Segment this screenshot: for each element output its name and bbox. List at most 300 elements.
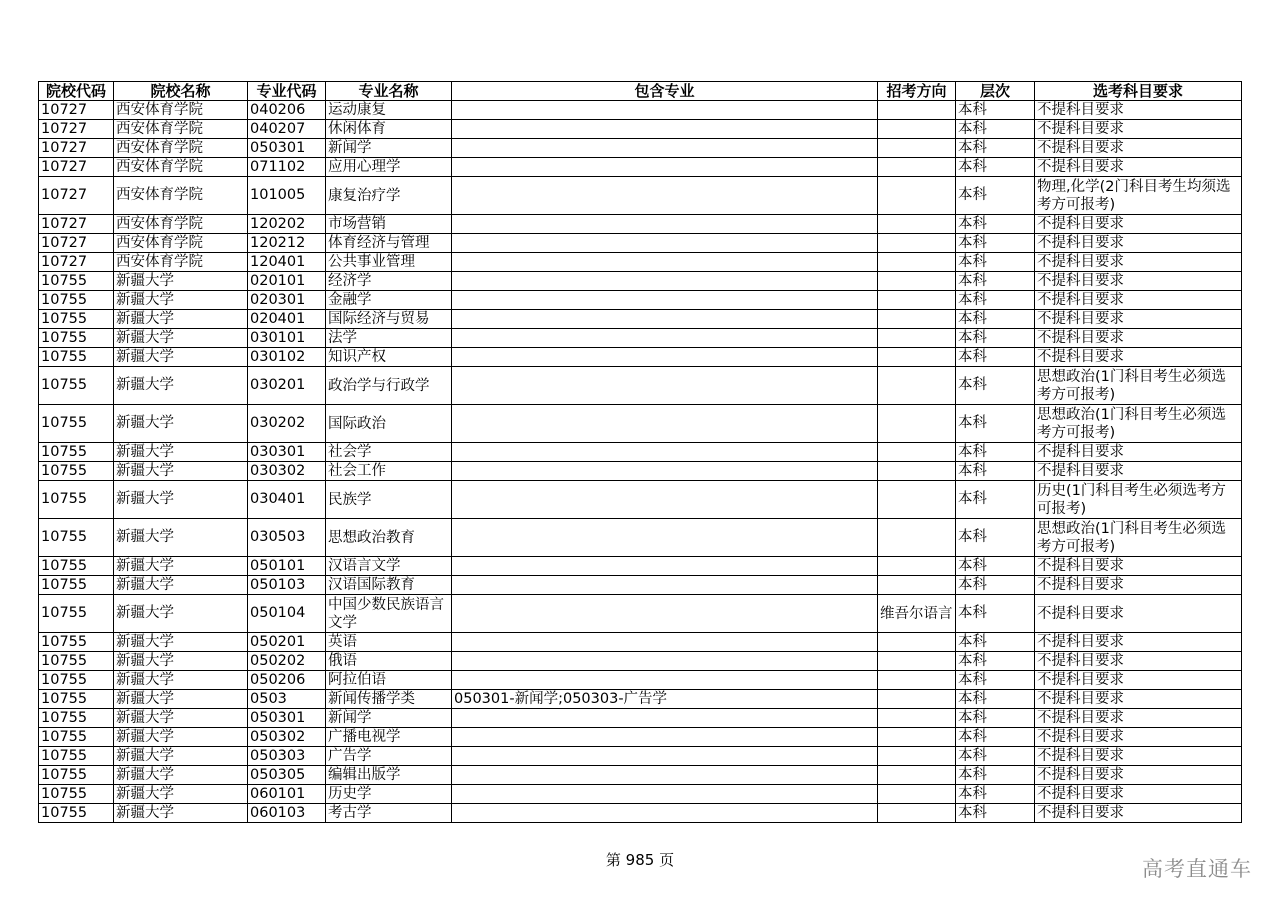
school-name-cell: 新疆大学: [114, 747, 248, 766]
school-name-cell: 西安体育学院: [114, 215, 248, 234]
included-majors-cell: [452, 234, 878, 253]
major-code-cell: 030301: [248, 443, 326, 462]
major-name-cell: 康复治疗学: [326, 177, 452, 215]
direction-cell: [878, 747, 956, 766]
school-name-cell: 西安体育学院: [114, 253, 248, 272]
level-cell: 本科: [956, 177, 1035, 215]
included-majors-cell: [452, 557, 878, 576]
major-name-cell: 新闻学: [326, 139, 452, 158]
subject-requirement-cell: 不提科目要求: [1035, 158, 1242, 177]
direction-cell: [878, 405, 956, 443]
school-code-cell: 10755: [39, 595, 114, 633]
direction-cell: [878, 348, 956, 367]
subject-requirement-cell: 历史(1门科目考生必须选考方可报考): [1035, 481, 1242, 519]
level-cell: 本科: [956, 671, 1035, 690]
included-majors-cell: [452, 747, 878, 766]
school-name-cell: 新疆大学: [114, 595, 248, 633]
direction-cell: [878, 253, 956, 272]
major-name-cell: 公共事业管理: [326, 253, 452, 272]
subject-requirement-cell: 不提科目要求: [1035, 595, 1242, 633]
school-code-cell: 10755: [39, 709, 114, 728]
major-name-cell: 运动康复: [326, 101, 452, 120]
school-name-cell: 新疆大学: [114, 576, 248, 595]
subject-requirement-cell: 不提科目要求: [1035, 291, 1242, 310]
included-majors-cell: [452, 671, 878, 690]
school-code-cell: 10727: [39, 101, 114, 120]
direction-cell: [878, 443, 956, 462]
major-name-cell: 广告学: [326, 747, 452, 766]
included-majors-cell: [452, 766, 878, 785]
direction-cell: [878, 728, 956, 747]
included-majors-cell: 050301-新闻学;050303-广告学: [452, 690, 878, 709]
subject-requirement-cell: 不提科目要求: [1035, 633, 1242, 652]
major-code-cell: 020401: [248, 310, 326, 329]
included-majors-cell: [452, 272, 878, 291]
school-code-cell: 10755: [39, 690, 114, 709]
level-cell: 本科: [956, 785, 1035, 804]
level-cell: 本科: [956, 101, 1035, 120]
major-code-cell: 030302: [248, 462, 326, 481]
school-name-cell: 西安体育学院: [114, 139, 248, 158]
table-row: [39, 367, 1242, 405]
included-majors-cell: [452, 728, 878, 747]
table-row: [39, 405, 1242, 443]
table-row: [39, 671, 1242, 690]
table-row: [39, 348, 1242, 367]
table-row: [39, 785, 1242, 804]
school-code-cell: 10755: [39, 367, 114, 405]
major-code-cell: 050301: [248, 139, 326, 158]
major-name-cell: 社会学: [326, 443, 452, 462]
major-code-cell: 101005: [248, 177, 326, 215]
col-major-name: 专业名称: [326, 82, 452, 101]
level-cell: 本科: [956, 139, 1035, 158]
level-cell: 本科: [956, 462, 1035, 481]
subject-requirement-cell: 不提科目要求: [1035, 728, 1242, 747]
table-row: [39, 158, 1242, 177]
included-majors-cell: [452, 519, 878, 557]
subject-requirement-cell: 不提科目要求: [1035, 272, 1242, 291]
major-name-cell: 广播电视学: [326, 728, 452, 747]
subject-requirement-cell: 思想政治(1门科目考生必须选考方可报考): [1035, 367, 1242, 405]
level-cell: 本科: [956, 519, 1035, 557]
level-cell: 本科: [956, 367, 1035, 405]
included-majors-cell: [452, 709, 878, 728]
major-code-cell: 060103: [248, 804, 326, 823]
direction-cell: [878, 766, 956, 785]
school-name-cell: 新疆大学: [114, 272, 248, 291]
table-row: [39, 652, 1242, 671]
table-row: [39, 519, 1242, 557]
major-name-cell: 考古学: [326, 804, 452, 823]
col-school-name: 院校名称: [114, 82, 248, 101]
direction-cell: [878, 633, 956, 652]
school-code-cell: 10727: [39, 139, 114, 158]
school-code-cell: 10755: [39, 652, 114, 671]
included-majors-cell: [452, 405, 878, 443]
major-name-cell: 休闲体育: [326, 120, 452, 139]
level-cell: 本科: [956, 215, 1035, 234]
school-code-cell: 10755: [39, 804, 114, 823]
major-code-cell: 040206: [248, 101, 326, 120]
major-code-cell: 030202: [248, 405, 326, 443]
level-cell: 本科: [956, 747, 1035, 766]
level-cell: 本科: [956, 253, 1035, 272]
direction-cell: [878, 652, 956, 671]
level-cell: 本科: [956, 291, 1035, 310]
included-majors-cell: [452, 120, 878, 139]
school-code-cell: 10755: [39, 671, 114, 690]
table-row: [39, 633, 1242, 652]
included-majors-cell: [452, 177, 878, 215]
direction-cell: [878, 576, 956, 595]
table-row: [39, 595, 1242, 633]
major-code-cell: 120202: [248, 215, 326, 234]
school-code-cell: 10755: [39, 557, 114, 576]
school-code-cell: 10755: [39, 519, 114, 557]
included-majors-cell: [452, 215, 878, 234]
school-name-cell: 新疆大学: [114, 785, 248, 804]
school-code-cell: 10755: [39, 728, 114, 747]
direction-cell: [878, 462, 956, 481]
direction-cell: [878, 785, 956, 804]
table-row: [39, 804, 1242, 823]
direction-cell: [878, 557, 956, 576]
school-name-cell: 新疆大学: [114, 329, 248, 348]
school-name-cell: 新疆大学: [114, 462, 248, 481]
table-row: [39, 728, 1242, 747]
included-majors-cell: [452, 158, 878, 177]
table-row: [39, 709, 1242, 728]
direction-cell: [878, 671, 956, 690]
school-code-cell: 10755: [39, 272, 114, 291]
subject-requirement-cell: 不提科目要求: [1035, 139, 1242, 158]
subject-requirement-cell: 物理,化学(2门科目考生均须选考方可报考): [1035, 177, 1242, 215]
direction-cell: [878, 139, 956, 158]
level-cell: 本科: [956, 595, 1035, 633]
col-major-code: 专业代码: [248, 82, 326, 101]
included-majors-cell: [452, 291, 878, 310]
table-row: [39, 120, 1242, 139]
major-code-cell: 030503: [248, 519, 326, 557]
school-name-cell: 新疆大学: [114, 690, 248, 709]
school-code-cell: 10727: [39, 234, 114, 253]
table-row: [39, 443, 1242, 462]
level-cell: 本科: [956, 234, 1035, 253]
direction-cell: [878, 310, 956, 329]
admissions-table: [38, 81, 1242, 823]
direction-cell: [878, 158, 956, 177]
subject-requirement-cell: 不提科目要求: [1035, 329, 1242, 348]
school-code-cell: 10755: [39, 747, 114, 766]
school-name-cell: 新疆大学: [114, 443, 248, 462]
table-row: [39, 177, 1242, 215]
major-code-cell: 040207: [248, 120, 326, 139]
major-code-cell: 0503: [248, 690, 326, 709]
major-code-cell: 030102: [248, 348, 326, 367]
school-code-cell: 10727: [39, 215, 114, 234]
school-code-cell: 10755: [39, 310, 114, 329]
table-row: [39, 481, 1242, 519]
major-name-cell: 编辑出版学: [326, 766, 452, 785]
school-code-cell: 10755: [39, 576, 114, 595]
school-code-cell: 10755: [39, 348, 114, 367]
included-majors-cell: [452, 595, 878, 633]
level-cell: 本科: [956, 709, 1035, 728]
direction-cell: [878, 234, 956, 253]
direction-cell: [878, 120, 956, 139]
table-row: [39, 310, 1242, 329]
subject-requirement-cell: 不提科目要求: [1035, 101, 1242, 120]
school-name-cell: 新疆大学: [114, 519, 248, 557]
subject-requirement-cell: 不提科目要求: [1035, 557, 1242, 576]
school-name-cell: 新疆大学: [114, 709, 248, 728]
major-name-cell: 国际政治: [326, 405, 452, 443]
major-code-cell: 020101: [248, 272, 326, 291]
school-code-cell: 10755: [39, 291, 114, 310]
included-majors-cell: [452, 785, 878, 804]
school-name-cell: 新疆大学: [114, 557, 248, 576]
level-cell: 本科: [956, 557, 1035, 576]
school-code-cell: 10727: [39, 158, 114, 177]
col-direction: 招考方向: [878, 82, 956, 101]
direction-cell: 维吾尔语言: [878, 595, 956, 633]
level-cell: 本科: [956, 158, 1035, 177]
direction-cell: [878, 291, 956, 310]
subject-requirement-cell: 思想政治(1门科目考生必须选考方可报考): [1035, 405, 1242, 443]
subject-requirement-cell: 不提科目要求: [1035, 766, 1242, 785]
table-row: [39, 139, 1242, 158]
level-cell: 本科: [956, 120, 1035, 139]
school-code-cell: 10727: [39, 253, 114, 272]
school-name-cell: 西安体育学院: [114, 120, 248, 139]
header-row: [39, 82, 1242, 101]
school-name-cell: 新疆大学: [114, 671, 248, 690]
included-majors-cell: [452, 329, 878, 348]
table-row: [39, 329, 1242, 348]
level-cell: 本科: [956, 633, 1035, 652]
school-name-cell: 新疆大学: [114, 652, 248, 671]
level-cell: 本科: [956, 652, 1035, 671]
school-name-cell: 西安体育学院: [114, 177, 248, 215]
school-name-cell: 西安体育学院: [114, 234, 248, 253]
major-code-cell: 060101: [248, 785, 326, 804]
major-code-cell: 050202: [248, 652, 326, 671]
subject-requirement-cell: 不提科目要求: [1035, 462, 1242, 481]
col-school-code: 院校代码: [39, 82, 114, 101]
major-name-cell: 思想政治教育: [326, 519, 452, 557]
major-name-cell: 社会工作: [326, 462, 452, 481]
table-row: [39, 101, 1242, 120]
included-majors-cell: [452, 462, 878, 481]
subject-requirement-cell: 不提科目要求: [1035, 215, 1242, 234]
major-name-cell: 金融学: [326, 291, 452, 310]
major-code-cell: 050301: [248, 709, 326, 728]
major-code-cell: 120401: [248, 253, 326, 272]
major-code-cell: 030101: [248, 329, 326, 348]
watermark: 高考直通车: [1142, 857, 1252, 881]
major-name-cell: 历史学: [326, 785, 452, 804]
major-name-cell: 俄语: [326, 652, 452, 671]
major-code-cell: 120212: [248, 234, 326, 253]
included-majors-cell: [452, 139, 878, 158]
included-majors-cell: [452, 348, 878, 367]
direction-cell: [878, 519, 956, 557]
direction-cell: [878, 329, 956, 348]
direction-cell: [878, 481, 956, 519]
table-row: [39, 766, 1242, 785]
level-cell: 本科: [956, 576, 1035, 595]
school-code-cell: 10755: [39, 766, 114, 785]
major-name-cell: 经济学: [326, 272, 452, 291]
major-name-cell: 阿拉伯语: [326, 671, 452, 690]
major-code-cell: 030401: [248, 481, 326, 519]
subject-requirement-cell: 不提科目要求: [1035, 804, 1242, 823]
major-name-cell: 知识产权: [326, 348, 452, 367]
table-row: [39, 462, 1242, 481]
level-cell: 本科: [956, 272, 1035, 291]
subject-requirement-cell: 不提科目要求: [1035, 443, 1242, 462]
school-name-cell: 西安体育学院: [114, 101, 248, 120]
school-code-cell: 10755: [39, 633, 114, 652]
major-name-cell: 汉语言文学: [326, 557, 452, 576]
level-cell: 本科: [956, 443, 1035, 462]
school-name-cell: 新疆大学: [114, 291, 248, 310]
major-name-cell: 政治学与行政学: [326, 367, 452, 405]
included-majors-cell: [452, 443, 878, 462]
col-subject-requirement: 选考科目要求: [1035, 82, 1242, 101]
major-code-cell: 020301: [248, 291, 326, 310]
included-majors-cell: [452, 253, 878, 272]
school-name-cell: 新疆大学: [114, 348, 248, 367]
col-level: 层次: [956, 82, 1035, 101]
school-name-cell: 新疆大学: [114, 804, 248, 823]
major-code-cell: 030201: [248, 367, 326, 405]
direction-cell: [878, 272, 956, 291]
school-name-cell: 新疆大学: [114, 481, 248, 519]
col-included-majors: 包含专业: [452, 82, 878, 101]
subject-requirement-cell: 不提科目要求: [1035, 709, 1242, 728]
table-row: [39, 272, 1242, 291]
included-majors-cell: [452, 101, 878, 120]
table-row: [39, 747, 1242, 766]
major-code-cell: 050303: [248, 747, 326, 766]
school-code-cell: 10755: [39, 481, 114, 519]
school-code-cell: 10755: [39, 443, 114, 462]
school-name-cell: 新疆大学: [114, 633, 248, 652]
school-name-cell: 新疆大学: [114, 310, 248, 329]
subject-requirement-cell: 不提科目要求: [1035, 348, 1242, 367]
table-row: [39, 291, 1242, 310]
school-name-cell: 新疆大学: [114, 405, 248, 443]
major-name-cell: 应用心理学: [326, 158, 452, 177]
subject-requirement-cell: 思想政治(1门科目考生必须选考方可报考): [1035, 519, 1242, 557]
direction-cell: [878, 215, 956, 234]
school-code-cell: 10755: [39, 329, 114, 348]
direction-cell: [878, 690, 956, 709]
included-majors-cell: [452, 310, 878, 329]
level-cell: 本科: [956, 766, 1035, 785]
level-cell: 本科: [956, 405, 1035, 443]
subject-requirement-cell: 不提科目要求: [1035, 671, 1242, 690]
school-code-cell: 10727: [39, 177, 114, 215]
direction-cell: [878, 101, 956, 120]
included-majors-cell: [452, 481, 878, 519]
included-majors-cell: [452, 576, 878, 595]
major-name-cell: 国际经济与贸易: [326, 310, 452, 329]
direction-cell: [878, 177, 956, 215]
subject-requirement-cell: 不提科目要求: [1035, 785, 1242, 804]
table-row: [39, 253, 1242, 272]
major-code-cell: 050201: [248, 633, 326, 652]
school-code-cell: 10755: [39, 405, 114, 443]
table-row: [39, 576, 1242, 595]
major-code-cell: 050305: [248, 766, 326, 785]
subject-requirement-cell: 不提科目要求: [1035, 234, 1242, 253]
school-code-cell: 10727: [39, 120, 114, 139]
subject-requirement-cell: 不提科目要求: [1035, 747, 1242, 766]
major-code-cell: 050101: [248, 557, 326, 576]
major-name-cell: 体育经济与管理: [326, 234, 452, 253]
subject-requirement-cell: 不提科目要求: [1035, 253, 1242, 272]
school-name-cell: 新疆大学: [114, 367, 248, 405]
included-majors-cell: [452, 633, 878, 652]
included-majors-cell: [452, 367, 878, 405]
table-row: [39, 234, 1242, 253]
major-name-cell: 市场营销: [326, 215, 452, 234]
major-name-cell: 民族学: [326, 481, 452, 519]
subject-requirement-cell: 不提科目要求: [1035, 652, 1242, 671]
subject-requirement-cell: 不提科目要求: [1035, 690, 1242, 709]
level-cell: 本科: [956, 728, 1035, 747]
major-code-cell: 050302: [248, 728, 326, 747]
included-majors-cell: [452, 652, 878, 671]
direction-cell: [878, 709, 956, 728]
school-name-cell: 新疆大学: [114, 766, 248, 785]
table-row: [39, 690, 1242, 709]
level-cell: 本科: [956, 310, 1035, 329]
table-row: [39, 557, 1242, 576]
level-cell: 本科: [956, 804, 1035, 823]
school-code-cell: 10755: [39, 785, 114, 804]
major-name-cell: 英语: [326, 633, 452, 652]
school-name-cell: 新疆大学: [114, 728, 248, 747]
major-code-cell: 050104: [248, 595, 326, 633]
subject-requirement-cell: 不提科目要求: [1035, 120, 1242, 139]
subject-requirement-cell: 不提科目要求: [1035, 576, 1242, 595]
subject-requirement-cell: 不提科目要求: [1035, 310, 1242, 329]
school-code-cell: 10755: [39, 462, 114, 481]
major-name-cell: 法学: [326, 329, 452, 348]
direction-cell: [878, 804, 956, 823]
level-cell: 本科: [956, 690, 1035, 709]
level-cell: 本科: [956, 481, 1035, 519]
major-code-cell: 071102: [248, 158, 326, 177]
included-majors-cell: [452, 804, 878, 823]
major-name-cell: 汉语国际教育: [326, 576, 452, 595]
major-name-cell: 中国少数民族语言文学: [326, 595, 452, 633]
level-cell: 本科: [956, 348, 1035, 367]
school-name-cell: 西安体育学院: [114, 158, 248, 177]
level-cell: 本科: [956, 329, 1035, 348]
major-name-cell: 新闻传播学类: [326, 690, 452, 709]
table-row: [39, 215, 1242, 234]
major-code-cell: 050206: [248, 671, 326, 690]
major-code-cell: 050103: [248, 576, 326, 595]
table-body: [39, 101, 1242, 823]
major-name-cell: 新闻学: [326, 709, 452, 728]
direction-cell: [878, 367, 956, 405]
